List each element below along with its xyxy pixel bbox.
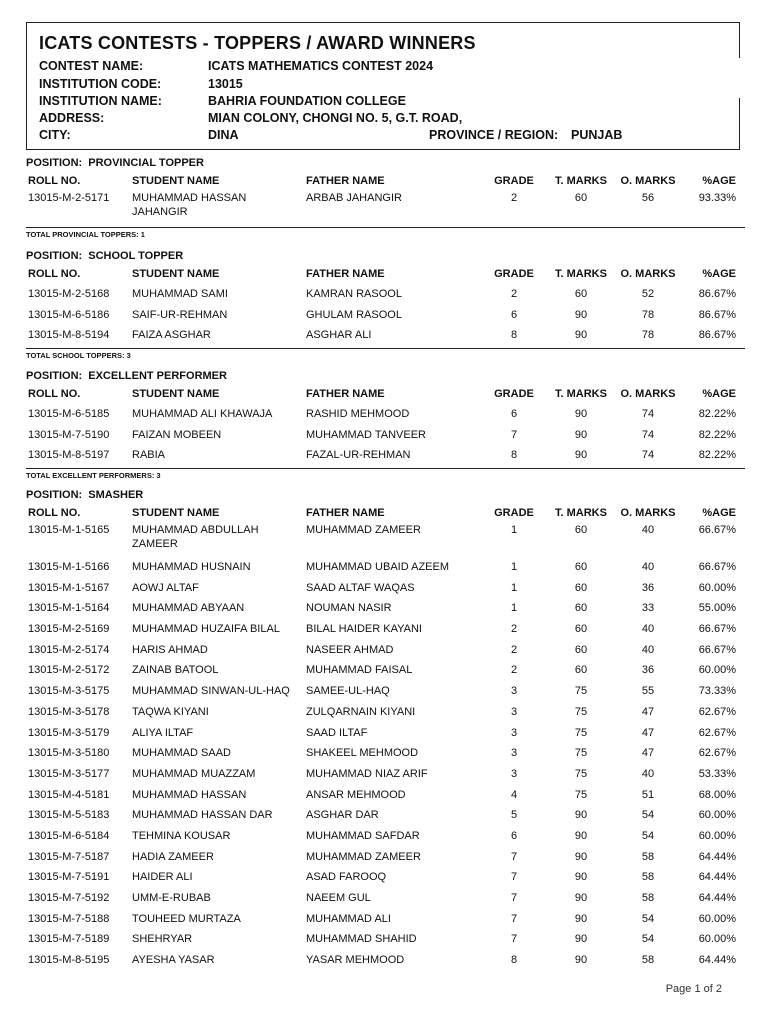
contest-name-label: CONTEST NAME:: [39, 59, 144, 73]
cell-grade: 7: [510, 850, 518, 863]
cell-obtained-marks: 58: [641, 892, 655, 904]
cell-father-name: MUHAMMAD SHAHID: [306, 933, 417, 946]
cell-percentage: 66.67%: [698, 561, 736, 573]
cell-total-marks: 90: [574, 428, 588, 441]
table-header: [26, 265, 745, 284]
address-value: MIAN COLONY, CHONGI NO. 5, G.T. ROAD,: [208, 111, 463, 125]
header-box: [26, 22, 740, 150]
cell-obtained-marks: 36: [641, 581, 655, 594]
cell-percentage: 86.67%: [698, 329, 736, 342]
cell-total-marks: 90: [574, 933, 588, 946]
cell-percentage: 66.67%: [698, 623, 736, 636]
table-row: [26, 867, 745, 888]
cell-student-name: HARIS AHMAD: [132, 643, 208, 656]
cell-roll-no: 13015-M-8-5194: [28, 329, 110, 342]
page-title: ICATS CONTESTS - TOPPERS / AWARD WINNERS: [39, 33, 476, 53]
header-total-marks: T. MARKS: [555, 507, 607, 519]
cell-total-marks: 60: [574, 581, 588, 594]
cell-grade: 2: [510, 288, 518, 300]
table-row: [26, 743, 745, 764]
cell-percentage: 93.33%: [698, 192, 736, 204]
cell-total-marks: 75: [574, 788, 588, 801]
cell-obtained-marks: 54: [641, 912, 655, 925]
table-row: [26, 909, 745, 930]
cell-roll-no: 13015-M-7-5190: [28, 428, 110, 441]
cell-percentage: 64.44%: [698, 871, 736, 884]
cell-father-name: FAZAL-UR-REHMAN: [306, 449, 411, 462]
cell-roll-no: 13015-M-2-5168: [28, 288, 110, 300]
table-row: [26, 425, 745, 446]
cell-obtained-marks: 40: [641, 623, 655, 636]
cell-grade: 6: [510, 308, 518, 321]
cell-student-name: TAQWA KIYANI: [132, 705, 209, 718]
position-label: POSITION:: [26, 250, 83, 262]
cell-total-marks: 75: [574, 747, 588, 760]
cell-grade: 8: [510, 954, 518, 967]
cell-father-name: KAMRAN RASOOL: [306, 288, 402, 300]
header-student-name: STUDENT NAME: [132, 507, 220, 519]
cell-roll-no: 13015-M-3-5177: [28, 767, 110, 780]
contest-name-value: ICATS MATHEMATICS CONTEST 2024: [208, 59, 434, 73]
table-row: [26, 305, 745, 326]
cell-obtained-marks: 40: [641, 643, 655, 656]
cell-father-name: SAAD ILTAF: [306, 726, 368, 739]
cell-roll-no: 13015-M-1-5164: [28, 602, 110, 615]
institution-name-value: BAHRIA FOUNDATION COLLEGE: [208, 94, 406, 108]
cell-grade: 8: [510, 329, 518, 342]
header-total-marks: T. MARKS: [555, 175, 607, 187]
table-row: [26, 640, 745, 661]
table-row: [26, 325, 745, 346]
cell-grade: 7: [510, 912, 518, 925]
cell-father-name: ASGHAR ALI: [306, 329, 372, 342]
header-grade: GRADE: [494, 175, 534, 187]
cell-student-name: AYESHA YASAR: [132, 954, 215, 967]
address-label: ADDRESS:: [39, 111, 105, 125]
table-row: [26, 826, 745, 847]
cell-obtained-marks: 40: [641, 524, 655, 536]
cell-father-name: MUHAMMAD UBAID AZEEM: [306, 561, 450, 573]
cell-father-name: MUHAMMAD TANVEER: [306, 428, 426, 441]
cell-student-name: MUHAMMAD HASSAN: [132, 788, 247, 801]
cell-total-marks: 60: [574, 288, 588, 300]
cell-student-name: MUHAMMAD SINWAN-UL-HAQ: [132, 685, 290, 698]
cell-obtained-marks: 47: [641, 726, 655, 739]
cell-obtained-marks: 55: [641, 685, 655, 698]
position-heading: [26, 154, 745, 172]
cell-father-name: MUHAMMAD ZAMEER: [306, 850, 421, 863]
header-obtained-marks: O. MARKS: [620, 507, 676, 519]
cell-obtained-marks: 78: [641, 308, 655, 321]
cell-father-name: SHAKEEL MEHMOOD: [306, 747, 419, 760]
table-row: [26, 557, 745, 578]
section-smasher: [26, 486, 745, 971]
table-row: [26, 578, 745, 599]
cell-roll-no: 13015-M-3-5178: [28, 705, 110, 718]
cell-student-name: RABIA: [132, 449, 166, 462]
cell-student-name: MUHAMMAD HASSAN JAHANGIR: [132, 192, 247, 218]
header-roll-no: ROLL NO.: [28, 175, 81, 187]
section-total: TOTAL PROVINCIAL TOPPERS: 1: [26, 227, 745, 240]
cell-student-name: MUHAMMAD MUAZZAM: [132, 767, 256, 780]
table-row: [26, 598, 745, 619]
cell-student-name: HADIA ZAMEER: [132, 850, 214, 863]
cell-grade: 3: [510, 705, 518, 718]
cell-father-name: NASEER AHMAD: [306, 643, 394, 656]
position-heading: [26, 486, 745, 504]
cell-grade: 2: [510, 623, 518, 636]
cell-grade: 3: [510, 726, 518, 739]
header-roll-no: ROLL NO.: [28, 507, 81, 519]
cell-total-marks: 60: [574, 664, 588, 677]
cell-grade: 7: [510, 892, 518, 904]
cell-total-marks: 75: [574, 705, 588, 718]
city-value: DINA: [208, 128, 239, 142]
header-grade: GRADE: [494, 388, 534, 400]
cell-roll-no: 13015-M-1-5165: [28, 524, 110, 536]
cell-roll-no: 13015-M-4-5181: [28, 788, 110, 801]
cell-grade: 3: [510, 767, 518, 780]
cell-obtained-marks: 52: [641, 288, 655, 300]
cell-percentage: 66.67%: [698, 524, 736, 536]
cell-father-name: MUHAMMAD ALI: [306, 912, 391, 925]
cell-student-name: TOUHEED MURTAZA: [132, 912, 241, 925]
cell-student-name: HAIDER ALI: [132, 871, 193, 884]
cell-percentage: 86.67%: [698, 308, 736, 321]
table-row: [26, 404, 745, 425]
cell-percentage: 82.22%: [698, 449, 736, 462]
header-student-name: STUDENT NAME: [132, 175, 220, 187]
header-obtained-marks: O. MARKS: [620, 388, 676, 400]
cell-total-marks: 60: [574, 643, 588, 656]
cell-total-marks: 75: [574, 726, 588, 739]
cell-roll-no: 13015-M-7-5192: [28, 892, 110, 904]
cell-student-name: MUHAMMAD ABDULLAH ZAMEER: [132, 524, 259, 550]
cell-percentage: 73.33%: [698, 685, 736, 698]
cell-roll-no: 13015-M-6-5184: [28, 829, 110, 842]
cell-roll-no: 13015-M-8-5197: [28, 449, 110, 462]
table-header: [26, 504, 745, 523]
header-percentage: %AGE: [702, 507, 736, 519]
table-header: [26, 385, 745, 404]
cell-father-name: ZULQARNAIN KIYANI: [306, 705, 416, 718]
institution-name-label: INSTITUTION NAME:: [39, 94, 162, 108]
cell-father-name: NOUMAN NASIR: [306, 602, 392, 615]
cell-percentage: 64.44%: [698, 892, 736, 904]
city-label: CITY:: [39, 128, 71, 142]
cell-obtained-marks: 58: [641, 954, 655, 967]
cell-percentage: 82.22%: [698, 428, 736, 441]
cell-percentage: 60.00%: [698, 809, 736, 822]
cell-roll-no: 13015-M-2-5171: [28, 192, 110, 204]
header-father-name: FATHER NAME: [306, 268, 385, 280]
cell-student-name: MUHAMMAD HUSNAIN: [132, 561, 251, 573]
section-school-topper: [26, 247, 745, 361]
table-row: [26, 681, 745, 702]
cell-percentage: 64.44%: [698, 954, 736, 967]
cell-total-marks: 90: [574, 912, 588, 925]
cell-grade: 1: [510, 524, 518, 536]
header-roll-no: ROLL NO.: [28, 268, 81, 280]
cell-father-name: NAEEM GUL: [306, 892, 371, 904]
cell-obtained-marks: 54: [641, 829, 655, 842]
cell-grade: 7: [510, 933, 518, 946]
cell-grade: 7: [510, 428, 518, 441]
header-grade: GRADE: [494, 268, 534, 280]
cell-total-marks: 90: [574, 329, 588, 342]
position-label: POSITION:: [26, 370, 83, 382]
cell-father-name: ARBAB JAHANGIR: [306, 192, 402, 204]
header-percentage: %AGE: [702, 175, 736, 187]
position-label: POSITION:: [26, 157, 83, 169]
cell-grade: 1: [510, 581, 518, 594]
cell-roll-no: 13015-M-1-5167: [28, 581, 110, 594]
cell-father-name: ASGHAR DAR: [306, 809, 379, 822]
position-label: POSITION:: [26, 489, 83, 501]
cell-percentage: 86.67%: [698, 288, 736, 300]
cell-percentage: 55.00%: [698, 602, 736, 615]
province-value: PUNJAB: [571, 128, 623, 142]
cell-student-name: MUHAMMAD HASSAN DAR: [132, 809, 273, 822]
position-value: SMASHER: [88, 489, 144, 501]
cell-student-name: MUHAMMAD ABYAAN: [132, 602, 245, 615]
cell-student-name: SAIF-UR-REHMAN: [132, 308, 228, 321]
cell-total-marks: 90: [574, 871, 588, 884]
header-obtained-marks: O. MARKS: [620, 175, 676, 187]
cell-father-name: ANSAR MEHMOOD: [306, 788, 406, 801]
cell-student-name: FAIZAN MOBEEN: [132, 428, 222, 441]
table-row: [26, 723, 745, 744]
cell-obtained-marks: 74: [641, 408, 655, 420]
table-row: [26, 785, 745, 806]
cell-roll-no: 13015-M-3-5175: [28, 685, 110, 698]
cell-total-marks: 60: [574, 192, 588, 204]
cell-total-marks: 60: [574, 623, 588, 636]
cell-total-marks: 90: [574, 850, 588, 863]
cell-grade: 2: [510, 664, 518, 677]
cell-percentage: 66.67%: [698, 643, 736, 656]
position-heading: [26, 367, 745, 385]
cell-father-name: YASAR MEHMOOD: [306, 954, 405, 967]
cell-student-name: AOWJ ALTAF: [132, 581, 199, 594]
cell-obtained-marks: 58: [641, 871, 655, 884]
table-row: [26, 764, 745, 785]
cell-roll-no: 13015-M-6-5185: [28, 408, 110, 420]
position-value: EXCELLENT PERFORMER: [88, 370, 227, 382]
cell-roll-no: 13015-M-7-5188: [28, 912, 110, 925]
cell-father-name: RASHID MEHMOOD: [306, 408, 410, 420]
cell-roll-no: 13015-M-7-5187: [28, 850, 110, 863]
cell-student-name: MUHAMMAD SAMI: [132, 288, 228, 300]
cell-grade: 6: [510, 408, 518, 420]
cell-total-marks: 90: [574, 449, 588, 462]
cell-obtained-marks: 40: [641, 561, 655, 573]
cell-father-name: MUHAMMAD FAISAL: [306, 664, 413, 677]
cell-grade: 7: [510, 871, 518, 884]
institution-code-value: 13015: [208, 77, 243, 91]
table-row: [26, 191, 745, 225]
cell-percentage: 68.00%: [698, 788, 736, 801]
cell-percentage: 60.00%: [698, 912, 736, 925]
position-value: SCHOOL TOPPER: [88, 250, 184, 262]
cell-percentage: 64.44%: [698, 850, 736, 863]
cell-total-marks: 60: [574, 524, 588, 536]
cell-roll-no: 13015-M-1-5166: [28, 561, 110, 573]
cell-obtained-marks: 78: [641, 329, 655, 342]
table-row: [26, 888, 745, 909]
header-total-marks: T. MARKS: [555, 268, 607, 280]
cell-total-marks: 90: [574, 954, 588, 967]
table-row: [26, 950, 745, 971]
cell-grade: 3: [510, 685, 518, 698]
cell-roll-no: 13015-M-2-5174: [28, 643, 110, 656]
table-row: [26, 284, 745, 305]
cell-father-name: MUHAMMAD SAFDAR: [306, 829, 420, 842]
cell-obtained-marks: 47: [641, 747, 655, 760]
cell-grade: 8: [510, 449, 518, 462]
table-row: [26, 847, 745, 868]
page-number: Page 1 of 2: [665, 983, 722, 995]
cell-roll-no: 13015-M-8-5195: [28, 954, 110, 967]
cell-total-marks: 60: [574, 602, 588, 615]
cell-roll-no: 13015-M-7-5191: [28, 871, 110, 884]
cell-father-name: ASAD FAROOQ: [306, 871, 387, 884]
cell-student-name: MUHAMMAD ALI KHAWAJA: [132, 408, 273, 420]
cell-obtained-marks: 51: [641, 788, 655, 801]
cell-total-marks: 75: [574, 685, 588, 698]
cell-grade: 1: [510, 602, 518, 615]
cell-grade: 5: [510, 809, 518, 822]
cell-student-name: TEHMINA KOUSAR: [132, 829, 231, 842]
section-provincial-topper: [26, 154, 745, 240]
header-roll-no: ROLL NO.: [28, 388, 81, 400]
header-percentage: %AGE: [702, 388, 736, 400]
table-row: [26, 929, 745, 950]
table-row: [26, 523, 745, 557]
table-row: [26, 805, 745, 826]
cell-student-name: ZAINAB BATOOL: [132, 664, 219, 677]
table-row: [26, 702, 745, 723]
cell-grade: 6: [510, 829, 518, 842]
cell-percentage: 60.00%: [698, 933, 736, 946]
table-row: [26, 619, 745, 640]
table-row: [26, 660, 745, 681]
cell-roll-no: 13015-M-2-5172: [28, 664, 110, 677]
cell-father-name: SAAD ALTAF WAQAS: [306, 581, 415, 594]
cell-student-name: FAIZA ASGHAR: [132, 329, 211, 342]
cell-father-name: MUHAMMAD NIAZ ARIF: [306, 767, 428, 780]
cell-student-name: ALIYA ILTAF: [132, 726, 194, 739]
cell-percentage: 60.00%: [698, 664, 736, 677]
cell-obtained-marks: 33: [641, 602, 655, 615]
cell-obtained-marks: 74: [641, 428, 655, 441]
cell-obtained-marks: 54: [641, 809, 655, 822]
cell-obtained-marks: 36: [641, 664, 655, 677]
cell-roll-no: 13015-M-5-5183: [28, 809, 110, 822]
cell-student-name: MUHAMMAD HUZAIFA BILAL: [132, 623, 280, 636]
cell-total-marks: 90: [574, 408, 588, 420]
cell-obtained-marks: 56: [641, 192, 655, 204]
cell-obtained-marks: 54: [641, 933, 655, 946]
cell-roll-no: 13015-M-6-5186: [28, 308, 110, 321]
header-obtained-marks: O. MARKS: [620, 268, 676, 280]
cell-grade: 2: [510, 192, 518, 204]
cell-grade: 3: [510, 747, 518, 760]
cell-total-marks: 90: [574, 892, 588, 904]
cell-total-marks: 75: [574, 767, 588, 780]
cell-percentage: 60.00%: [698, 581, 736, 594]
cell-grade: 4: [510, 788, 518, 801]
header-grade: GRADE: [494, 507, 534, 519]
header-student-name: STUDENT NAME: [132, 268, 220, 280]
cell-student-name: SHEHRYAR: [132, 933, 193, 946]
cell-percentage: 62.67%: [698, 705, 736, 718]
institution-code-label: INSTITUTION CODE:: [39, 77, 162, 91]
header-father-name: FATHER NAME: [306, 388, 385, 400]
cell-student-name: UMM-E-RUBAB: [132, 892, 211, 904]
section-total: TOTAL EXCELLENT PERFORMERS: 3: [26, 468, 745, 481]
cell-total-marks: 90: [574, 308, 588, 321]
cell-obtained-marks: 40: [641, 767, 655, 780]
section-total: TOTAL SCHOOL TOPPERS: 3: [26, 348, 745, 361]
cell-grade: 2: [510, 643, 518, 656]
cell-roll-no: 13015-M-3-5180: [28, 747, 110, 760]
header-father-name: FATHER NAME: [306, 175, 385, 187]
cell-father-name: MUHAMMAD ZAMEER: [306, 524, 421, 536]
table-header: [26, 172, 745, 191]
header-total-marks: T. MARKS: [555, 388, 607, 400]
cell-roll-no: 13015-M-7-5189: [28, 933, 110, 946]
header-father-name: FATHER NAME: [306, 507, 385, 519]
cell-total-marks: 60: [574, 561, 588, 573]
cell-obtained-marks: 47: [641, 705, 655, 718]
cell-grade: 1: [510, 561, 518, 573]
cell-total-marks: 90: [574, 809, 588, 822]
cell-father-name: BILAL HAIDER KAYANI: [306, 623, 422, 636]
province-label: PROVINCE / REGION:: [429, 128, 559, 142]
header-percentage: %AGE: [702, 268, 736, 280]
cell-obtained-marks: 58: [641, 850, 655, 863]
cell-roll-no: 13015-M-2-5169: [28, 623, 110, 636]
header-student-name: STUDENT NAME: [132, 388, 220, 400]
cell-percentage: 82.22%: [698, 408, 736, 420]
cell-total-marks: 90: [574, 829, 588, 842]
table-row: [26, 445, 745, 466]
cell-roll-no: 13015-M-3-5179: [28, 726, 110, 739]
cell-student-name: MUHAMMAD SAAD: [132, 747, 232, 760]
section-excellent-performer: [26, 367, 745, 481]
cell-father-name: SAMEE-UL-HAQ: [306, 685, 390, 698]
cell-percentage: 60.00%: [698, 829, 736, 842]
position-heading: [26, 247, 745, 265]
cell-obtained-marks: 74: [641, 449, 655, 462]
cell-percentage: 62.67%: [698, 747, 736, 760]
cell-percentage: 53.33%: [698, 767, 736, 780]
position-value: PROVINCIAL TOPPER: [88, 157, 204, 169]
cell-father-name: GHULAM RASOOL: [306, 308, 402, 321]
cell-percentage: 62.67%: [698, 726, 736, 739]
